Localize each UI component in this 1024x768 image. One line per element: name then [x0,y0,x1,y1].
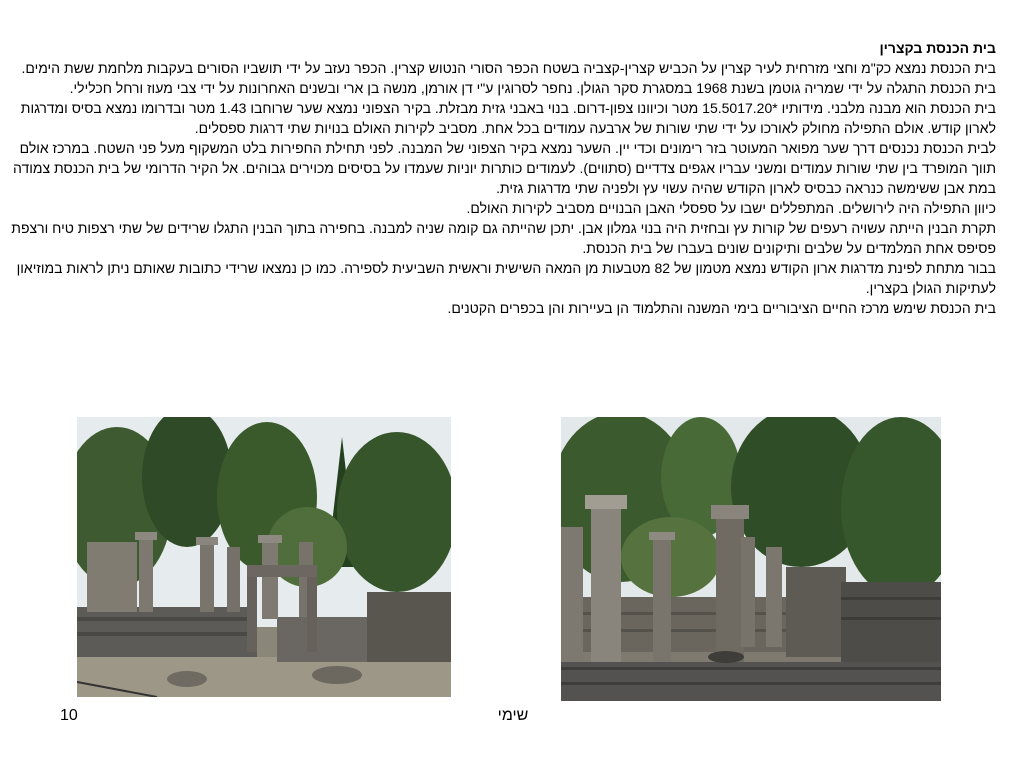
ruins-photo-right-image [561,417,941,701]
text-block [8,38,996,318]
ruins-photo-left-image [77,417,451,697]
footer-author: שימי [497,707,529,724]
paragraph-coins: בבור מתחת לפינת מדרגות ארון הקודש נמצא מטמון של 82 מטבעות מן המאה השישית וראשית השביעית לספירה. כמו כן נמצאו שרידי כתובות שאותם ניתן לראות במוזיאון לעתיקות הגולן בקצרין. [16,260,996,296]
paragraph-summary: בית הכנסת שימש מרכז החיים הציבוריים בימי המשנה והתלמוד הן בעיירות והן בכפרים הקטנים. [447,300,996,316]
paragraph-direction: כיוון התפילה היה לירושלים. המתפללים ישבו על ספסלי האבן הבנויים מסביב לקירות האולם. [466,200,996,216]
page-number: 10 [60,707,78,724]
paragraph-entrance: לבית הכנסת נכנסים דרך שער מפואר המעוטר בזר רימונים וכדי יין. השער נמצא בקיר הצפוני של המבנה. לפני תחילת החפירות בלט המשקוף מעל פני השטח. במרכז אולם תווך המופרד בין שתי שורות עמודים ומשני עבריו אגפים צדדיים (סתווים). לעמודים כותרות יוניות שעמדו על בסיסים מכוירים גבוהים. אל הקיר הדרומי של בית הכנסת צמודה במת אבן ששימשה כנראה כבסיס לארון הקודש שהיה עשוי עץ ולפניה שתי מדרגות גזית. [12,140,996,196]
paragraph-location: בית הכנסת נמצא כק"מ וחצי מזרחית לעיר קצרין על הכביש קצרין-קצביה בשטח הכפר הסורי הנטוש קצרין. הכפר נעזב על ידי תושביו הסורים בעקבות מלחמת ששת הימים. בית הכנסת התגלה על ידי שמריה גוטמן בשנת 1968 במסגרת סקר הגולן. נחפר לסרוגין ע"י דן אורמן, מנשה בן ארי ובשנים האחרונות על ידי צבי מעוז ורחל חכלילי. [21,60,996,96]
paragraph-dimensions: בית הכנסת הוא מבנה מלבני. מידותיו *15.5017.20 מטר וכיוונו צפון-דרום. בנוי באבני גזית מבזלת. בקיר הצפוני נמצא שער שרוחבו 1.43 מטר ובדרומו נמצא בסיס ומדרגות לארון קודש. אולם התפילה מחולק לאורכו על ידי שתי שורות של ארבעה עמודים בכל אחת. מסביב לקירות האולם בנויות שתי דרגות ספסלים. [20,100,996,136]
paragraph-roof: תקרת הבנין הייתה עשויה רעפים של קורות עץ ובחזית היה בנוי גמלון אבן. יתכן שהייתה גם קומה שניה למבנה. בחפירה בתוך הבנין התגלו שרידים של שתי רצפות טיח ורצפת פסיפס אחת המלמדים על שלבים ותיקונים שונים בעברו של בית הכנסת. [11,220,996,256]
page-title: בית הכנסת בקצרין [879,40,996,56]
ruins-photo-right [561,417,941,701]
ruins-photo-left [77,417,451,697]
